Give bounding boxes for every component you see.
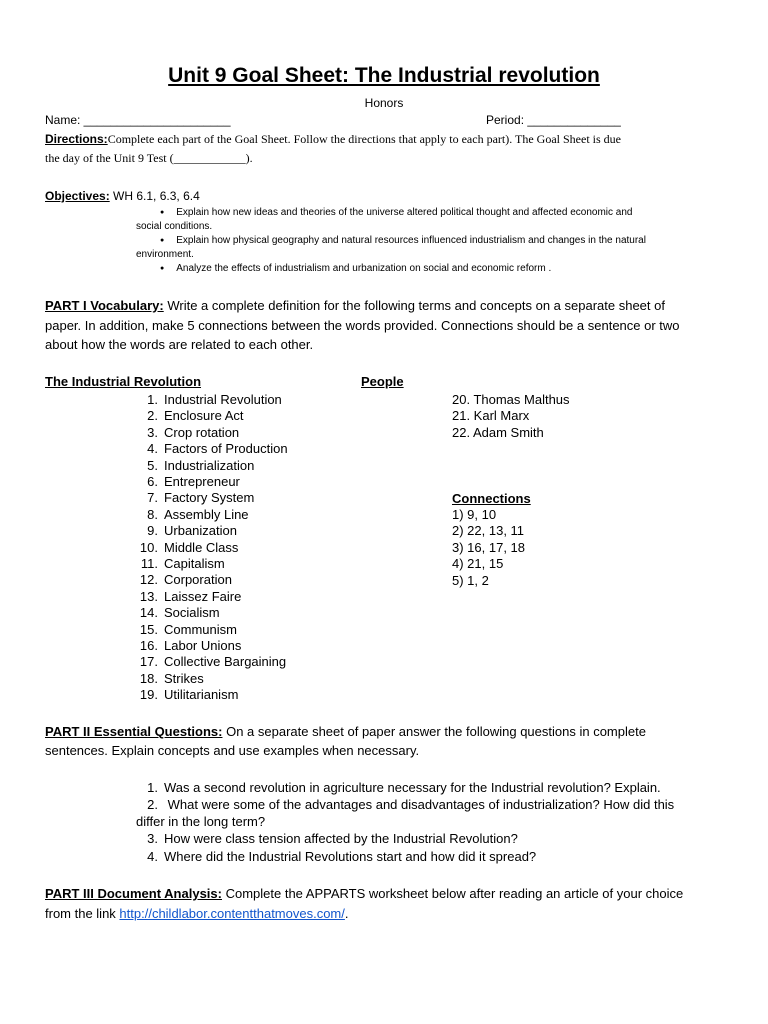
- vocabulary-item: 10. Middle Class: [139, 539, 239, 555]
- bullet-icon: ●: [160, 208, 165, 216]
- vocabulary-item: 9. Urbanization: [147, 523, 237, 539]
- part3-line-2: from the link http://childlabor.contentthatmoves.com/.: [45, 906, 349, 921]
- directions-label: Directions:: [45, 132, 108, 146]
- people-item: 22. Adam Smith: [452, 424, 544, 440]
- bullet-icon: ●: [160, 236, 165, 244]
- part2-line-2: sentences. Explain concepts and use examples when necessary.: [45, 743, 420, 758]
- objective-item-1: ● Explain how new ideas and theories of the universe altered political thought and affected economic and: [160, 207, 633, 218]
- people-item: 21. Karl Marx: [452, 408, 530, 424]
- objective-item-1-cont: social conditions.: [136, 221, 213, 232]
- page-title: Unit 9 Goal Sheet: The Industrial revolution: [168, 64, 600, 87]
- vocabulary-item: 12. Corporation: [139, 572, 232, 588]
- objective-item-2-cont: environment.: [136, 249, 194, 260]
- vocabulary-item: 1. Industrial Revolution: [147, 392, 282, 407]
- vocabulary-item: 11. Capitalism: [140, 556, 225, 571]
- bullet-icon: ●: [160, 264, 165, 272]
- vocabulary-item: 15. Communism: [139, 621, 237, 637]
- directions-line-1: [45, 132, 621, 147]
- objectives-label: Objectives:: [45, 189, 110, 203]
- industrial-revolution-header: The Industrial Revolution: [45, 374, 202, 389]
- objectives-codes: WH 6.1, 6.3, 6.4: [113, 189, 200, 203]
- vocabulary-item: 2. Enclosure Act: [147, 408, 244, 424]
- part3-label: PART III Document Analysis:: [45, 886, 222, 901]
- vocabulary-item: 6. Entrepreneur: [147, 474, 240, 489]
- part1-line-1: PART I Vocabulary: Write a complete definition for the following terms and concepts on a separate sheet of: [45, 298, 665, 313]
- part1-label: PART I Vocabulary:: [45, 298, 164, 313]
- objective-item-3: ● Analyze the effects of industrialism and urbanization on social and economic reform .: [160, 263, 552, 274]
- vocabulary-item: 3. Crop rotation: [147, 424, 240, 440]
- directions-text-1: Complete each part of the Goal Sheet. Follow the directions that apply to each part). The Goal Sheet is due: [107, 132, 621, 146]
- objective-item-2: ● Explain how physical geography and natural resources influenced industrialism and changes in the natural: [160, 235, 646, 246]
- question-1: 1. Was a second revolution in agriculture necessary for the Industrial revolution? Explain.: [147, 780, 661, 795]
- question-2-cont: differ in the long term?: [136, 814, 266, 829]
- page-subtitle: Honors: [364, 96, 404, 110]
- vocabulary-item: 8. Assembly Line: [147, 506, 249, 522]
- vocabulary-item: 17. Collective Bargaining: [139, 654, 287, 670]
- connection-item: 1) 9, 10: [452, 507, 497, 522]
- vocabulary-item: 16. Labor Unions: [139, 638, 242, 653]
- people-item: 20. Thomas Malthus: [452, 392, 570, 407]
- connection-item: 4) 21, 15: [452, 556, 504, 572]
- vocabulary-item: 4. Factors of Production: [147, 441, 288, 457]
- question-2: 2. What were some of the advantages and disadvantages of industrialization? How did this: [147, 797, 675, 812]
- vocabulary-item: 18. Strikes: [139, 670, 204, 686]
- objectives-line: [45, 189, 200, 203]
- part3-line-1: PART III Document Analysis: Complete the APPARTS worksheet below after reading an article of your choice: [45, 886, 684, 901]
- period-field: Period: ______________: [486, 113, 621, 127]
- directions-line-2: the day of the Unit 9 Test (____________).: [45, 151, 253, 165]
- people-header: People: [361, 374, 404, 389]
- question-3: 3. How were class tension affected by the Industrial Revolution?: [147, 831, 518, 846]
- childlabor-link[interactable]: http://childlabor.contentthatmoves.com/: [119, 906, 345, 921]
- vocabulary-item: 19. Utilitarianism: [139, 687, 239, 703]
- part1-line-2: paper. In addition, make 5 connections between the words provided. Connections should be a sentence or two: [45, 318, 680, 333]
- connection-item: 2) 22, 13, 11: [452, 523, 525, 539]
- vocabulary-item: 13. Laissez Faire: [139, 588, 242, 604]
- part2-line-1: PART II Essential Questions: On a separate sheet of paper answer the following questions in complete: [45, 724, 646, 739]
- vocabulary-item: 14. Socialism: [139, 605, 220, 621]
- connection-item: 5) 1, 2: [452, 572, 489, 588]
- connections-header: Connections: [452, 491, 531, 506]
- question-4: 4. Where did the Industrial Revolutions start and how did it spread?: [147, 849, 537, 864]
- part2-label: PART II Essential Questions:: [45, 724, 223, 739]
- part1-line-3: about how the words are related to each other.: [45, 337, 314, 352]
- name-field: Name: ______________________: [45, 113, 231, 127]
- connection-item: 3) 16, 17, 18: [452, 539, 525, 555]
- vocabulary-item: 7. Factory System: [147, 490, 255, 506]
- vocabulary-item: 5. Industrialization: [147, 457, 255, 473]
